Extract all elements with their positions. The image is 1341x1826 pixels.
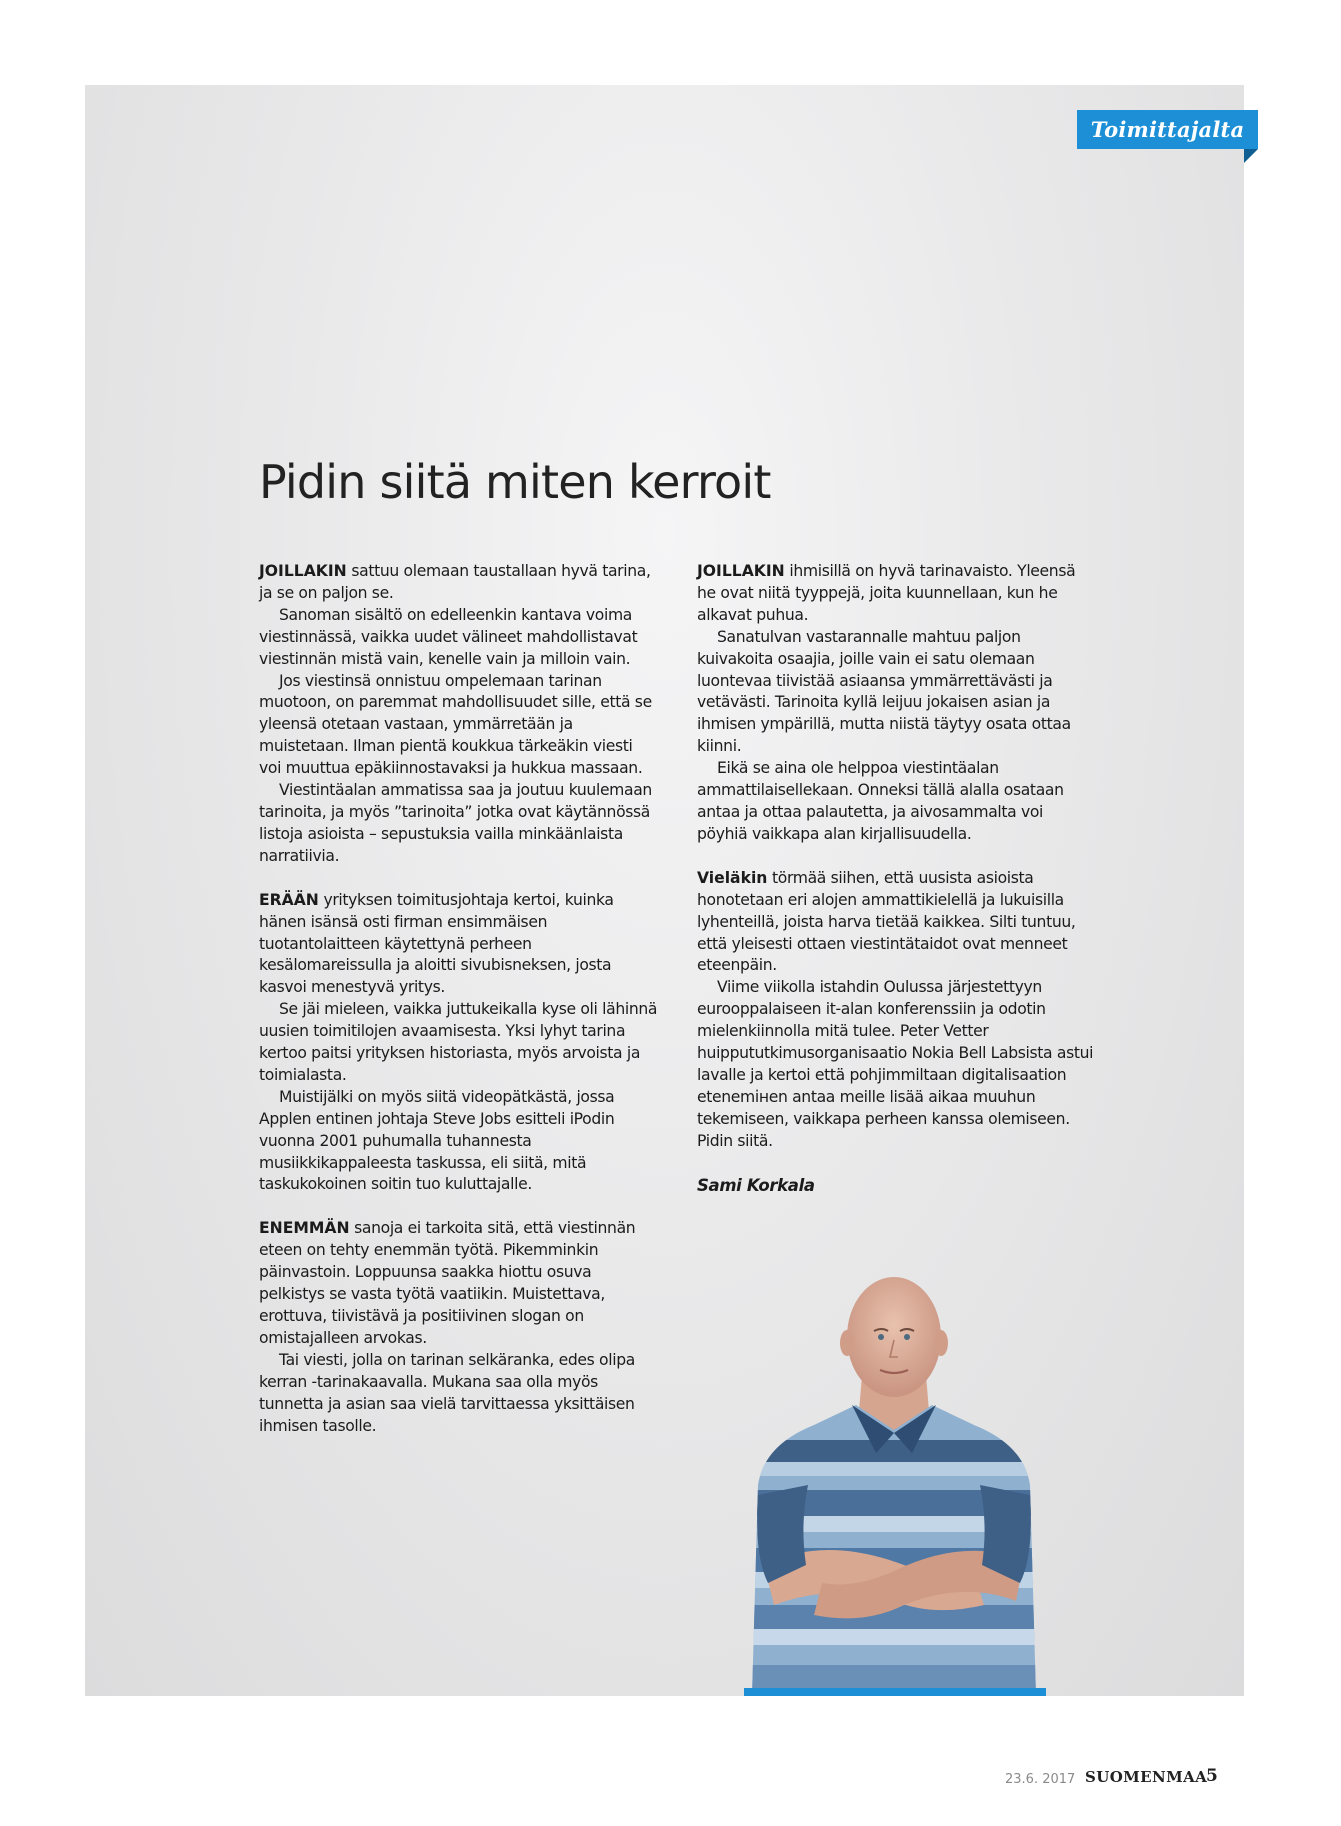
lead-word: JOILLAKIN xyxy=(259,562,347,580)
article-column-left xyxy=(259,561,659,1437)
paragraph-text: sanoja ei tarkoita sitä, että viestinnän eteen on tehty enemmän työtä. Pikemminkin päinvastoin. Loppuunsa saakka hiottu osuva pelkistys se vasta työtä vaatiikin. Muistettava, erottuva, tiivistävä ja positiivinen slogan on omistajalleen arvokas. xyxy=(259,1219,636,1347)
lead-word: ENEMMÄN xyxy=(259,1219,350,1238)
paragraph-text: törmää siihen, että uusista asioista honotetaan eri alojen ammattikielellä ja lukuisilla lyhenteillä, joista harva tietää kaikkea. Silti tuntuu, että yleisesti ottaen viestintätaidot ovat menneet eteenpäin. xyxy=(697,868,1076,975)
paragraph: Viime viikolla istahdin Oulussa järjestettyyn eurooppalaiseen it-alan konferenssiin ja odotin mielenkiinnolla mitä tulee. Peter Vetter huippututkimusorganisaatio Nokia Bell Labsista astui lavalle ja kertoi että pohjimmiltaan digitalisaation etenemінen antaa meille lisää aikaa muuhun tekemiseen, vaikkapa perheen kanssa olemiseen. Pidin siitä. xyxy=(697,978,1094,1150)
paragraph-text: ihmisillä on hyvä tarinavaisto. Yleensä he ovat niitä tyyppejä, joita kuunnellaan, kun he alkavat puhua. xyxy=(697,562,1076,624)
accent-bar xyxy=(744,1688,1046,1696)
paragraph xyxy=(697,561,1097,627)
lead-word: JOILLAKIN xyxy=(697,562,785,580)
lead-word: ERÄÄN xyxy=(259,890,319,909)
author-signature: Sami Korkala xyxy=(697,1175,815,1195)
paragraph: Sanoman sisältö on edelleenkin kantava voima viestinnässä, vaikka uudet välineet mahdollistavat viestinnän mistä vain, kenelle vain ja milloin vain. xyxy=(259,605,638,668)
paragraph: Sanatulvan vastarannalle mahtuu paljon kuivakoita osaajia, joille vain ei satu olemaan luontevaa tiivistää asiaansa ymmärrettävästi ja vetävästi. Tarinoita kyllä leijuu jokaisen asian ja ihmisen ympärillä, mutta niistä täytyy osata ottaa kiinni. xyxy=(697,627,1071,756)
paragraph: Viestintäalan ammatissa saa ja joutuu kuulemaan tarinoita, ja myös ”tarinoita” jotka ovat käytännössä listoja asioista – sepustuksia vailla minkäänlaista narratiivia. xyxy=(259,781,652,865)
paragraph xyxy=(259,890,659,1000)
headline: Pidin siitä miten kerroit xyxy=(259,455,771,509)
section-label-fold xyxy=(1244,149,1258,163)
author-portrait xyxy=(744,1265,1044,1696)
paragraph-text: sattuu olemaan taustallaan hyvä tarina, ja se on paljon se. xyxy=(259,562,651,602)
footer-date: 23.6. 2017 xyxy=(1005,1772,1076,1787)
paragraph xyxy=(259,1218,659,1349)
paragraph-text: yrityksen toimitusjohtaja kertoi, kuinka hänen isänsä osti firman ensimmäisen tuotantolaitteen käytettynä perheen kesälomareissulla ja aloitti sivubisneksen, josta kasvoi menestyvä yritys. xyxy=(259,890,614,997)
paragraph: Se jäi mieleen, vaikka juttukeikalla kyse oli lähinnä uusien toimitilojen avaamisesta. Yksi lyhyt tarina kertoo paitsi yrityksen historiasta, myös arvoista ja toimialasta. xyxy=(259,1000,658,1084)
section-label: Toimittajalta xyxy=(1077,110,1258,149)
paragraph: Jos viestinsä onnistuu ompelemaan tarinan muotoon, on paremmat mahdollisuudet sille, että se yleensä otetaan vastaan, ymmärretään ja muistetaan. Ilman pientä koukkua tärkeäkin viesti voi muuttua epäkiinnostavaksi ja hukkua massaan. xyxy=(259,671,652,778)
footer-publication: SUOMENMAA xyxy=(1085,1768,1208,1786)
paragraph: Eikä se aina ole helppoa viestintäalan ammattilaisellekaan. Onneksi tällä alalla osataan antaa ja ottaa palautetta, ja aivosammalta voi pöyhiä vaikkapa alan kirjallisuudella. xyxy=(697,759,1064,843)
paragraph xyxy=(697,868,1097,978)
paragraph xyxy=(259,561,659,605)
paragraph: Muistijälki on myös siitä videopätkästä, jossa Applen entinen johtaja Steve Jobs esitteli iPodin vuonna 2001 puhumalla tuhannesta musiikkikappaleesta taskussa, eli siitä, mitä taskukokoinen soitin tuo kuluttajalle. xyxy=(259,1087,615,1194)
page-number: 5 xyxy=(1206,1766,1218,1786)
lead-word: Vieläkin xyxy=(697,868,768,887)
paragraph: Tai viesti, jolla on tarinan selkäranka, edes olipa kerran -tarinakaavalla. Mukana saa olla myös tunnetta ja asian saa vielä tarvittaessa yksittäisen ihmisen tasolle. xyxy=(259,1350,635,1435)
article-column-right xyxy=(697,561,1097,1196)
